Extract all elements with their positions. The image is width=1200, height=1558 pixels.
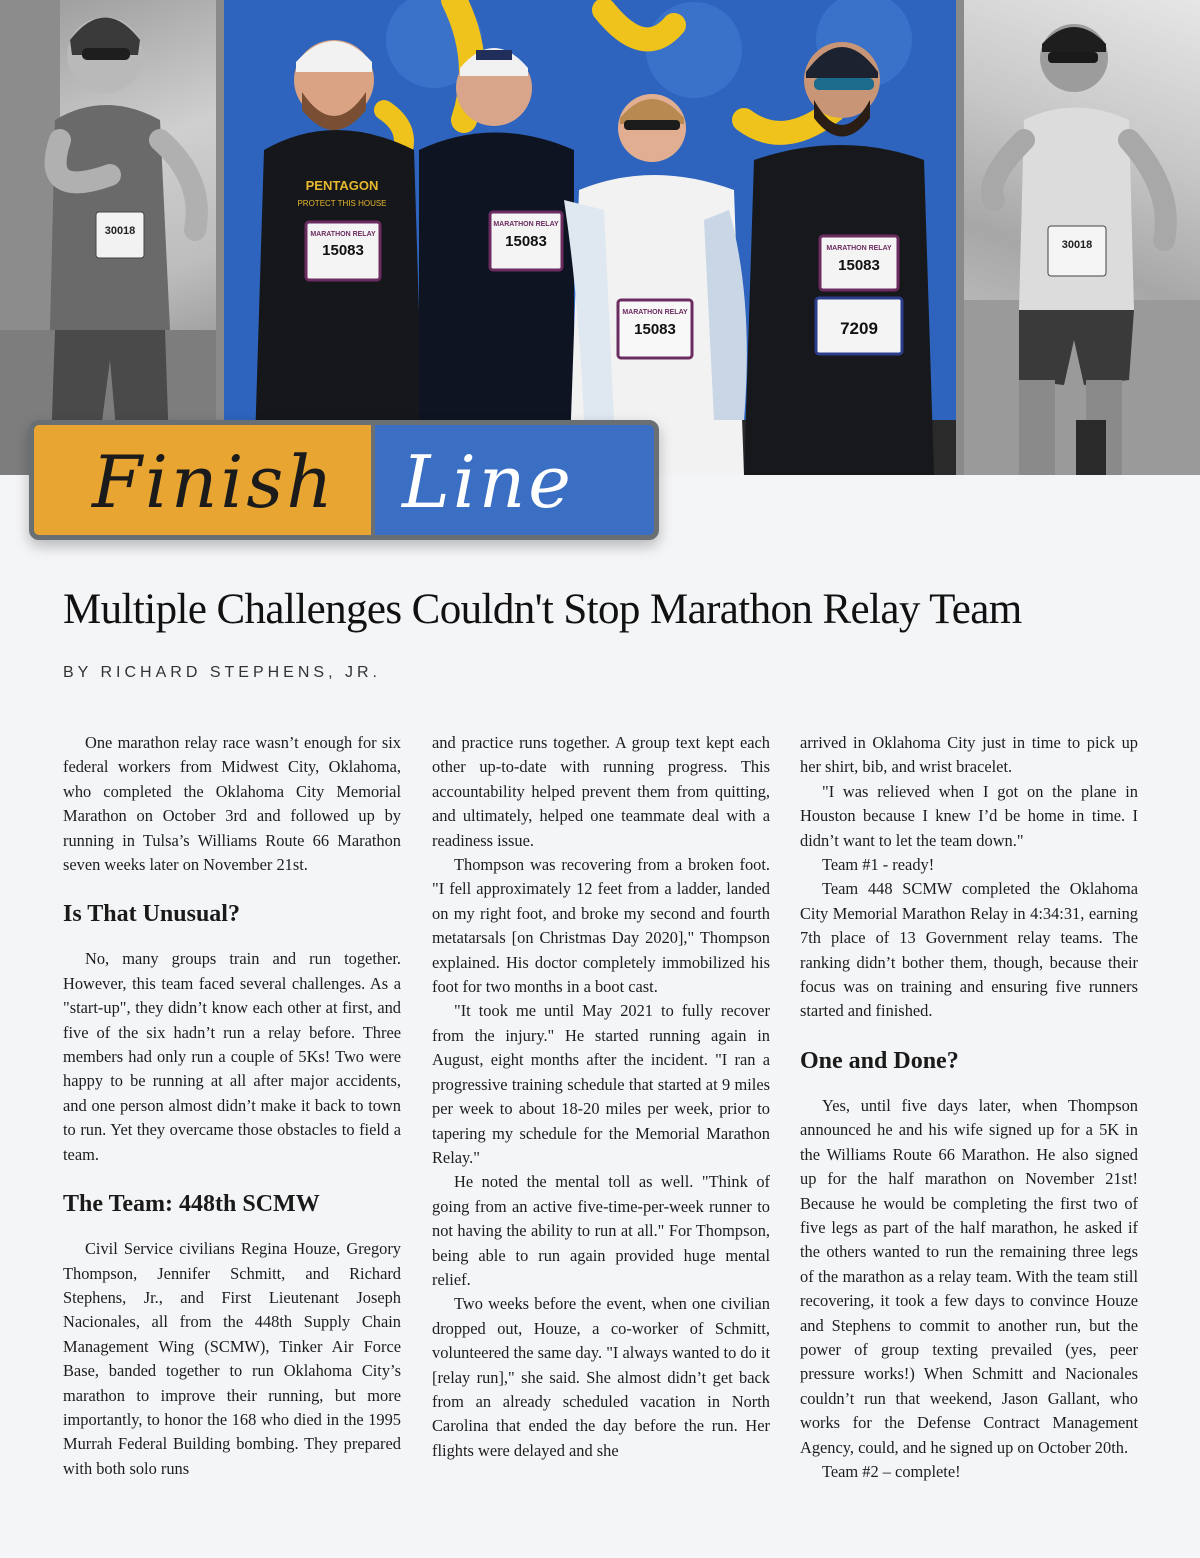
- col3-paragraph-4: Team 448 SCMW completed the Oklahoma City Memorial Marathon Relay in 4:34:31, earning 7th place of 13 Government relay teams. The ranking didn’t bother them, though, because their focus was on training and ensuring five runners started and finished.: [800, 879, 1138, 1021]
- bib-number-4: 15083: [838, 257, 880, 274]
- bib-number-1: 15083: [322, 242, 364, 259]
- col3-paragraph-5: Yes, until five days later, when Thompson announced he and his wife signed up for a 5K in the Williams Route 66 Marathon. He also signed up for the half marathon on November 21st! Because he would be completing the first two of five legs as part of the half marathon, he asked if the others wanted to run the remaining three legs of the marathon as a relay team. With the team still recovering, it took a few days to convince Houze and Stephens to commit to another run, but the power of group texting prevailed (yes, peer pressure works!) When Schmitt and Nacionales couldn’t run that weekend, Jason Gallant, who works for the Defense Contract Management Agency, could, and he signed up on October 20th.: [800, 1095, 1138, 1457]
- bib-number-2: 15083: [505, 233, 547, 250]
- shirt-text-protect: PROTECT THIS HOUSE: [297, 199, 387, 208]
- photo-team-group: [224, 0, 956, 475]
- bib-label-2: MARATHON RELAY: [493, 221, 559, 228]
- col3-paragraph-2: "I was relieved when I got on the plane in Houston because I knew I’d be home in time. I didn’t want to let the team down.": [800, 781, 1138, 850]
- right-bib-number: 30018: [1061, 239, 1093, 251]
- article-column-1: [63, 731, 401, 1481]
- section-heading-team: The Team: 448th SCMW: [63, 1191, 320, 1218]
- bib-label-4: MARATHON RELAY: [826, 245, 892, 252]
- col3-paragraph-3: Team #1 - ready!: [822, 855, 935, 875]
- article-title: Multiple Challenges Couldn't Stop Marathon Relay Team: [63, 586, 1022, 633]
- photo-runner-woman: [0, 0, 216, 475]
- left-bib-number: 30018: [104, 225, 136, 237]
- article-byline: BY RICHARD STEPHENS, JR.: [63, 664, 381, 681]
- section-heading-one-and-done: One and Done?: [800, 1047, 959, 1074]
- col2-paragraph-1: and practice runs together. A group text kept each other up-to-date with running progress. This accountability helped prevent them from quitting, and ultimately, helped one teammate deal with a readiness issue.: [432, 733, 770, 850]
- banner-word-finish: Finish: [92, 440, 336, 524]
- col1-paragraph-2: No, many groups train and run together. However, this team faced several challenges. As a "start-up", they didn’t know each other at first, and five of the six hadn’t run a relay before. Three members had only run a couple of 5Ks! Two were happy to be running at all after major accidents, and one person almost didn’t make it back to town to run. Yet they overcame those obstacles to field a team.: [63, 949, 401, 1164]
- finish-line-banner: [29, 420, 659, 540]
- article-column-2: [432, 731, 770, 1463]
- photo-strip: [0, 0, 1200, 475]
- bib-label-1: MARATHON RELAY: [310, 231, 376, 238]
- team-group-illustration: [224, 0, 956, 475]
- photo-runner-man: [964, 0, 1200, 475]
- banner-word-line: Line: [402, 440, 574, 524]
- col3-paragraph-1: arrived in Oklahoma City just in time to pick up her shirt, bib, and wrist bracelet.: [800, 733, 1138, 777]
- col2-paragraph-3: "It took me until May 2021 to fully recover from the injury." He started running again in August, eight months after the incident. "I ran a progressive training schedule that started at 9 miles per week to about 18-20 miles per week, prior to tapering my schedule for the Memorial Marathon Relay.": [432, 1001, 770, 1167]
- col2-paragraph-4: He noted the mental toll as well. "Think of going from an active five-time-per-week runner to not having the ability to run at all." For Thompson, being able to run again provided huge mental relief.: [432, 1172, 770, 1289]
- section-heading-unusual: Is That Unusual?: [63, 901, 240, 928]
- shirt-text-pentagon: PENTAGON: [305, 178, 379, 193]
- col2-paragraph-2: Thompson was recovering from a broken foot. "I fell approximately 12 feet from a ladder, landed on my right foot, and broke my second and fourth metatarsals [on Christmas Day 2020]," Thompson explained. His doctor completely immobilized his foot for two months in a boot cast.: [432, 855, 770, 997]
- article-column-3: [800, 731, 1138, 1484]
- runner-woman-illustration: [0, 0, 216, 475]
- col3-paragraph-6: Team #2 – complete!: [822, 1461, 961, 1481]
- bib-number-3: 15083: [634, 321, 676, 338]
- bib-label-3: MARATHON RELAY: [622, 309, 688, 316]
- col2-paragraph-5: Two weeks before the event, when one civilian dropped out, Houze, a co-worker of Schmitt, volunteered the same day. "I always wanted to do it [relay run]," she said. She almost didn’t get back from an already scheduled vacation in North Carolina that ended the day before the run. Her flights were delayed and she: [432, 1294, 770, 1460]
- col1-paragraph-1: One marathon relay race wasn’t enough for six federal workers from Midwest City, Oklahoma, who completed the Oklahoma City Memorial Marathon on October 3rd and followed up by running in Tulsa’s Williams Route 66 Marathon seven weeks later on November 21st.: [63, 733, 401, 875]
- col1-paragraph-3: Civil Service civilians Regina Houze, Gregory Thompson, Jennifer Schmitt, and Richard Stephens, Jr., and First Lieutenant Joseph Nacionales, all from the 448th Supply Chain Management Wing (SCMW), Tinker Air Force Base, banded together to run Oklahoma City’s marathon to improve their running, but more importantly, to honor the 168 who died in the 1995 Murrah Federal Building bombing. They prepared with both solo runs: [63, 1239, 401, 1478]
- bib-number-half: 7209: [840, 319, 878, 338]
- runner-man-illustration: [964, 0, 1200, 475]
